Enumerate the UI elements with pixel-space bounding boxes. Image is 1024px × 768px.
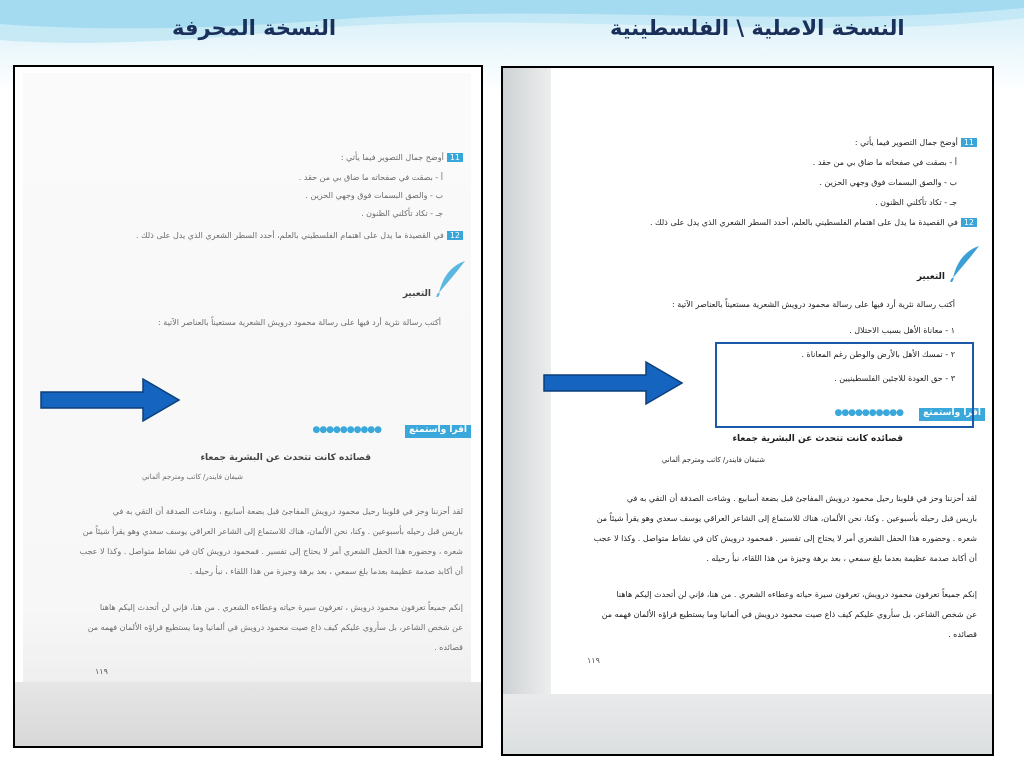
question-number-11: 11 xyxy=(447,153,463,162)
expression-task: أكتب رسالة نثرية أرد فيها على رسالة محمود درويش الشعرية مستعيناً بالعناصر الآتية : xyxy=(672,300,955,309)
question-11-b: ب - والصق البسمات فوق وجهي الحزين . xyxy=(819,178,957,187)
altered-version-title: النسخة المحرفة xyxy=(172,16,337,40)
question-number-12: 12 xyxy=(961,218,977,227)
task-item-1: ١ - معاناة الأهل بسبب الاحتلال . xyxy=(849,326,955,335)
question-11-c: جـ - تكاد تأكلني الظنون . xyxy=(361,209,443,218)
scan-edge xyxy=(503,68,551,754)
paragraph-1-line-2: باريس قبل رحيله بأسبوعين . وكنا، نحن الألمان، هناك للاستماع إلى الشاعر العراقي يوسف سعدي وهو يقرأ شيئاً من xyxy=(82,527,463,536)
paragraph-1-line-3: شعره . وحضوره هذا الحفل الشعري أمر لا يحتاج إلى تفسير . فمحمود درويش كان في نشاط متواصل . وكذا لا عجب xyxy=(593,534,977,543)
paragraph-1-line-3: شعره ، وحضوره هذا الحفل الشعري أمر لا يحتاج إلى تفسير . فمحمود درويش كان في نشاط متواصل . وكذا لا عجب xyxy=(79,547,463,556)
question-number-12: 12 xyxy=(447,231,463,240)
paragraph-1-line-4: أن أكابد صدمة عظيمة بعدما بلغ سمعي ، بعد برهة وجيزة من هذا اللقاء ، نبأ رحيله . xyxy=(189,567,463,576)
question-11-c: جـ - تكاد تأكلني الظنون . xyxy=(875,198,957,207)
page-number: ١١٩ xyxy=(587,656,600,665)
question-12-text: في القصيدة ما يدل على اهتمام الفلسطيني بالعلم، أحدد السطر الشعري الذي يدل على ذلك . xyxy=(649,218,958,227)
question-11-a: أ - بصقت في صفحاته ما ضاق بي من حقد . xyxy=(812,158,957,167)
question-11 xyxy=(855,138,977,147)
read-enjoy-heading: أقرأ واستمتع xyxy=(405,425,471,438)
task-item-2: ٢ - تمسك الأهل بالأرض والوطن رغم المعاناة . xyxy=(801,350,955,359)
original-version-title: النسخة الاصلية \ الفلسطينية xyxy=(610,16,905,40)
article-title: قصائده كانت تتحدث عن البشرية جمعاء xyxy=(732,434,903,444)
question-11-text: أوضح جمال التصوير فيما يأتي : xyxy=(340,153,444,162)
task-item-3: ٣ - حق العودة للاجئين الفلسطينيين . xyxy=(834,374,955,383)
paragraph-1-line-1: لقد أحزننا وحز في قلوبنا رحيل محمود درويش المفاجئ قبل بضعة أسابيع ، وشاءت الصدفة أن التقي به في xyxy=(112,507,463,516)
question-12 xyxy=(650,218,977,227)
question-12 xyxy=(136,231,463,240)
question-11-text: أوضح جمال التصوير فيما يأتي : xyxy=(854,138,958,147)
scan-bottom xyxy=(503,694,992,754)
added-items-highlight-box xyxy=(715,342,974,428)
paragraph-2-line-3: قصائده . xyxy=(948,630,977,639)
paragraph-1-line-4: أن أكابد صدمة عظيمة بعدما بلغ سمعي ، بعد برهة وجيزة من هذا اللقاء، نبأ رحيله . xyxy=(706,554,977,563)
paragraph-2-line-2: عن شخص الشاعر، بل سأروي عليكم كيف ذاع صيت محمود درويش في ألمانيا وما يستطيع قراؤه الألمان فهمه من xyxy=(87,623,463,632)
feather-pen-icon xyxy=(949,244,983,282)
arrow-right-icon xyxy=(543,360,685,406)
paragraph-2-line-2: عن شخص الشاعر، بل سأروي عليكم كيف ذاع صيت محمود درويش في ألمانيا وما يستطيع قراؤه الألمان فهمه من xyxy=(601,610,977,619)
paragraph-1-line-2: باريس قبل رحيله بأسبوعين . وكنا، نحن الألمان، هناك للاستماع إلى الشاعر العراقي يوسف سعدي وهو يقرأ شيئاً من xyxy=(596,514,977,523)
paragraph-2-line-1: إنكم جميعاً تعرفون محمود درويش، تعرفون سيرة حياته وعطاءه الشعري . من هنا، فإني لن أتحدث إليكم هاهنا xyxy=(616,590,977,599)
question-number-11: 11 xyxy=(961,138,977,147)
question-12-text: في القصيدة ما يدل على اهتمام الفلسطيني بالعلم، أحدد السطر الشعري الذي يدل على ذلك . xyxy=(135,231,444,240)
paragraph-2-line-1: إنكم جميعاً تعرفون محمود درويش ، تعرفون سيرة حياته وعطاءه الشعري . من هنا، فإني لن أتحدث إليكم هاهنا xyxy=(99,603,463,612)
read-enjoy-heading: أقرأ واستمتع xyxy=(919,408,985,421)
scan-shadow xyxy=(15,682,481,746)
paragraph-1-line-1: لقد أحزننا وحز في قلوبنا رحيل محمود درويش المفاجئ قبل بضعة أسابيع . وشاءت الصدفة أن التقي به في xyxy=(626,494,977,503)
arrow-right-icon xyxy=(40,377,182,423)
section-heading-expression: التعبير xyxy=(916,272,945,282)
feather-pen-icon xyxy=(435,259,469,297)
article-author: شتيفان فايندر/ كاتب ومترجم ألماني xyxy=(661,456,765,464)
question-11 xyxy=(341,153,463,162)
article-title: قصائده كانت تتحدث عن البشرية جمعاء xyxy=(200,453,371,463)
page-number: ١١٩ xyxy=(95,667,108,676)
paragraph-2-line-3: قصائده . xyxy=(434,643,463,652)
question-11-b: ب - والصق البسمات فوق وجهي الحزين . xyxy=(305,191,443,200)
section-heading-expression: التعبير xyxy=(402,289,431,299)
expression-task: أكتب رسالة نثرية أرد فيها على رسالة محمود درويش الشعرية مستعيناً بالعناصر الآتية : xyxy=(158,318,441,327)
heading-dots-decoration: ●●●●●●●●●● xyxy=(312,425,381,435)
article-author: شيفان فايندر/ كاتب ومترجم ألماني xyxy=(141,473,243,481)
heading-dots-decoration: ●●●●●●●●●● xyxy=(834,408,903,418)
original-page-scan xyxy=(501,66,994,756)
question-11-a: أ - بصقت في صفحاته ما ضاق بي من حقد . xyxy=(298,173,443,182)
